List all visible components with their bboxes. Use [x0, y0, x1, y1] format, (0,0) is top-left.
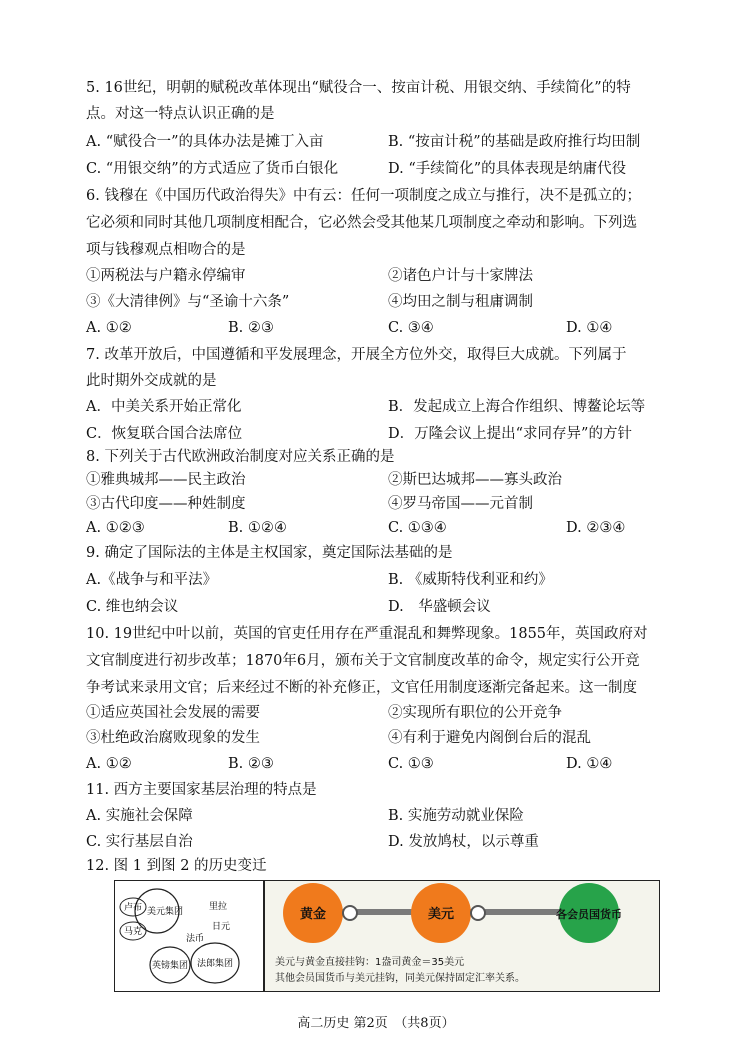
- q11-stem-line1: 11. 西方主要国家基层治理的特点是: [86, 782, 317, 798]
- q7-option-d: D．万隆会议上提出“求同存异”的方针: [388, 426, 632, 442]
- q11-option-a: A. 实施社会保障: [86, 808, 193, 824]
- q7-option-c: C．恢复联合国合法席位: [86, 426, 243, 442]
- q6-stem-line1: 6. 钱穆在《中国历代政治得失》中有云：任何一项制度之成立与推行，决不是孤立的；: [86, 188, 641, 204]
- q10-stem-line3: 争考试来录用文官；后来经过不断的补充修正，文官任用制度逐渐完备起来。这一制度: [86, 680, 637, 696]
- q8-stem-line1: 8. 下列关于古代欧洲政治制度对应关系正确的是: [86, 449, 395, 465]
- q10-option-a: A. ①②: [86, 756, 132, 772]
- label-sterling-bloc: 英镑集团: [151, 961, 189, 971]
- q7-stem-line2: 此时期外交成就的是: [86, 373, 217, 389]
- q10-item-4: ④有利于避免内阁倒台后的混乱: [388, 730, 591, 746]
- q5-option-d: D. “手续简化”的具体表现是纳庸代役: [388, 161, 627, 177]
- label-fabi: 法币: [185, 934, 205, 944]
- label-ruble: 卢布: [123, 903, 143, 913]
- connector-knob-2: [471, 906, 485, 920]
- q5-option-b: B. “按亩计税”的基础是政府推行均田制: [388, 134, 641, 150]
- q6-option-d: D. ①④: [566, 320, 613, 336]
- q6-option-b: B. ②③: [228, 320, 274, 336]
- q8-option-c: C. ①③④: [388, 520, 447, 536]
- q9-option-c: C. 维也纳会议: [86, 599, 179, 615]
- q5-stem-line1: 5. 16世纪，明朝的赋税改革体现出“赋役合一、按亩计税、用银交纳、手续简化”的特: [86, 80, 631, 96]
- q8-option-b: B. ①②④: [228, 520, 287, 536]
- q10-item-2: ②实现所有职位的公开竞争: [388, 705, 562, 721]
- figure-1-currency-blocs: [114, 880, 264, 992]
- q9-stem-line1: 9. 确定了国际法的主体是主权国家，奠定国际法基础的是: [86, 545, 453, 561]
- label-yen: 日元: [211, 922, 231, 932]
- q7-stem-line1: 7. 改革开放后，中国遵循和平发展理念，开展全方位外交，取得巨大成就。下列属于: [86, 347, 627, 363]
- label-mark: 马克: [123, 927, 143, 937]
- q10-option-c: C. ①③: [388, 756, 434, 772]
- q9-option-d: D. 华盛顿会议: [388, 599, 491, 615]
- label-lira: 里拉: [208, 902, 228, 912]
- q10-item-3: ③杜绝政治腐败现象的发生: [86, 730, 260, 746]
- q5-option-a: A. “赋役合一”的具体办法是摊丁入亩: [86, 134, 324, 150]
- page-footer: 高二历史 第2页 （共8页）: [297, 1016, 455, 1031]
- q7-option-b: B．发起成立上海合作组织、博鳌论坛等: [388, 399, 646, 415]
- figure-2-svg: [265, 881, 659, 991]
- caption-line2: 其他会员国货币与美元挂钩，同美元保持固定汇率关系。: [275, 973, 525, 984]
- q10-stem-line2: 文官制度进行初步改革；1870年6月，颁布关于文官制度改革的命令，规定实行公开竞: [86, 653, 640, 669]
- q6-option-a: A. ①②: [86, 320, 132, 336]
- node-member-label: 各会员国货币: [556, 908, 622, 921]
- q11-option-d: D. 发放鸠杖，以示尊重: [388, 834, 539, 850]
- q8-option-d: D. ②③④: [566, 520, 626, 536]
- q11-option-b: B. 实施劳动就业保险: [388, 808, 524, 824]
- q6-option-c: C. ③④: [388, 320, 434, 336]
- q10-item-1: ①适应英国社会发展的需要: [86, 705, 260, 721]
- q6-stem-line2: 它必须和同时其他几项制度相配合，它必然会受其他某几项制度之牵动和影响。下列选: [86, 215, 637, 231]
- q8-item-4: ④罗马帝国——元首制: [388, 496, 533, 512]
- q10-option-b: B. ②③: [228, 756, 274, 772]
- q6-item-4: ④均田之制与租庸调制: [388, 294, 533, 310]
- q5-option-c: C. “用银交纳”的方式适应了货币白银化: [86, 161, 339, 177]
- q8-item-1: ①雅典城邦——民主政治: [86, 472, 246, 488]
- q8-item-2: ②斯巴达城邦——寡头政治: [388, 472, 562, 488]
- q11-option-c: C. 实行基层自治: [86, 834, 193, 850]
- label-usd-bloc: 美元集团: [146, 907, 184, 917]
- label-franc-bloc: 法郎集团: [196, 959, 234, 969]
- q9-option-b: B. 《威斯特伐利亚和约》: [388, 572, 553, 588]
- q6-item-3: ③《大清律例》与“圣谕十六条”: [86, 294, 290, 310]
- figure-2-bretton-woods: [264, 880, 660, 992]
- q7-option-a: A．中美关系开始正常化: [86, 399, 242, 415]
- q10-option-d: D. ①④: [566, 756, 613, 772]
- q6-item-1: ①两税法与户籍永停编审: [86, 268, 246, 284]
- connector-knob-1: [343, 906, 357, 920]
- q8-option-a: A. ①②③: [86, 520, 145, 536]
- q6-item-2: ②诸色户计与十家牌法: [388, 268, 533, 284]
- caption-line1: 美元与黄金直接挂钩：1盎司黄金＝35美元: [275, 957, 465, 968]
- node-gold-label: 黄金: [299, 907, 327, 922]
- figure-1-svg: [115, 881, 263, 991]
- node-usd-label: 美元: [427, 907, 455, 922]
- q5-stem-line2: 点。对这一特点认识正确的是: [86, 106, 275, 122]
- q10-stem-line1: 10. 19世纪中叶以前，英国的官吏任用存在严重混乱和舞弊现象。1855年，英国政府对: [86, 626, 648, 642]
- q6-stem-line3: 项与钱穆观点相吻合的是: [86, 242, 246, 258]
- q12-stem-line1: 12. 图 1 到图 2 的历史变迁: [86, 858, 267, 874]
- q8-item-3: ③古代印度——种姓制度: [86, 496, 246, 512]
- q9-option-a: A.《战争与和平法》: [86, 572, 218, 588]
